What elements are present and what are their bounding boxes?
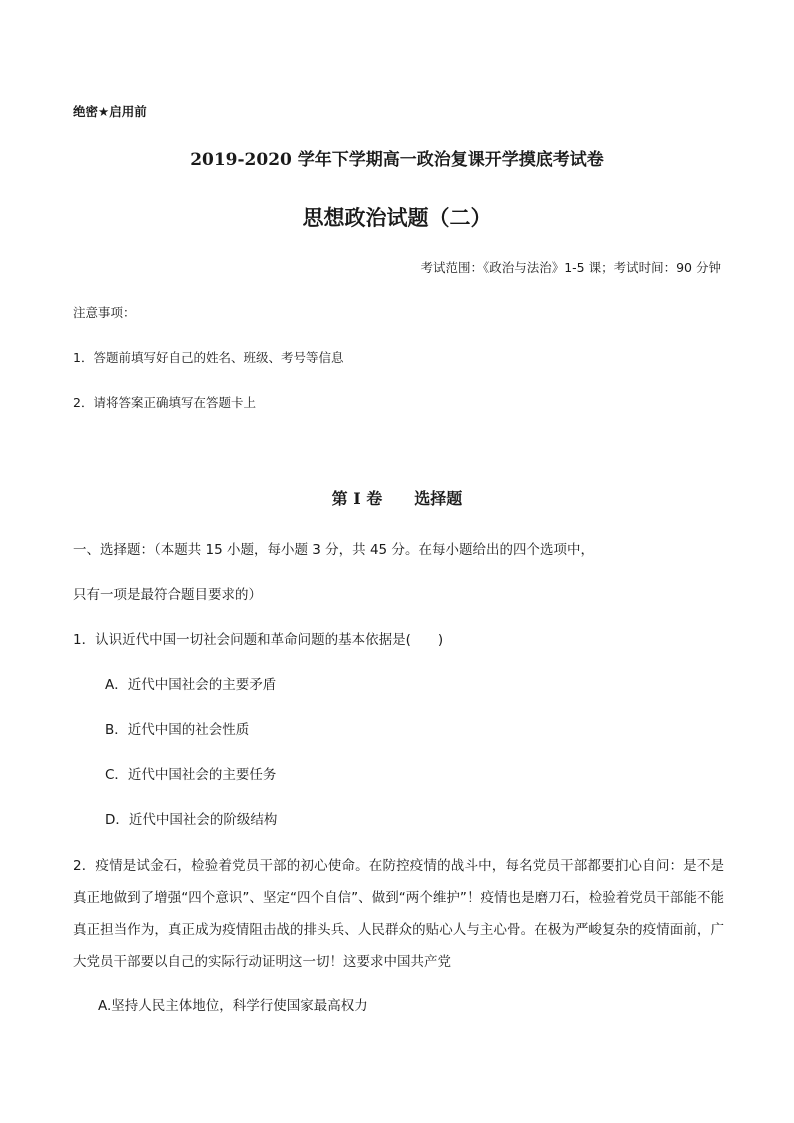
exam-info: 考试范围：《政治与法治》1-5 课；考试时间：90 分钟: [420, 260, 721, 275]
question-stem: 2．疫情是试金石，检验着党员干部的初心使命。在防控疫情的战斗中，每名党员干部都要扪心自问：是不是真正地做到了增强“四个意识”、坚定“四个自信”、做到“两个维护”！疫情也是磨刀石，检验着党员干部能不能真正担当作为，真正成为疫情阻击战的排头兵、人民群众的贴心人与主心骨。在极为严峻复杂的疫情面前，广大党员干部要以自己的实际行动证明这一切！这要求中国共产党: [73, 858, 724, 970]
paper-subtitle: 思想政治试题（二）: [302, 206, 492, 230]
exam-title: 2019-2020 学年下学期高一政治复课开学摸底考试卷: [190, 150, 604, 170]
option-a: A.坚持人民主体地位，科学行使国家最高权力: [98, 998, 368, 1014]
option-a: A．近代中国社会的主要矛盾: [105, 677, 277, 693]
section-instructions: 一、选择题：（本题共 15 小题，每小题 3 分，共 45 分。在每小题给出的四个选项中，: [73, 542, 594, 558]
section-title: 第 I 卷 选择题: [331, 489, 463, 508]
notice-item: 1．答题前填写好自己的姓名、班级、考号等信息: [73, 350, 344, 365]
option-d: D．近代中国社会的阶级结构: [105, 812, 278, 828]
option-c: C．近代中国社会的主要任务: [105, 767, 277, 783]
option-b: B．近代中国的社会性质: [105, 722, 250, 738]
section-instructions: 只有一项是最符合题目要求的）: [73, 587, 262, 603]
notice-heading: 注意事项：: [73, 305, 136, 320]
confidential-label: 绝密★启用前: [73, 104, 147, 119]
question-stem: 1．认识近代中国一切社会问题和革命问题的基本依据是( ): [73, 632, 444, 648]
notice-item: 2．请将答案正确填写在答题卡上: [73, 395, 256, 410]
